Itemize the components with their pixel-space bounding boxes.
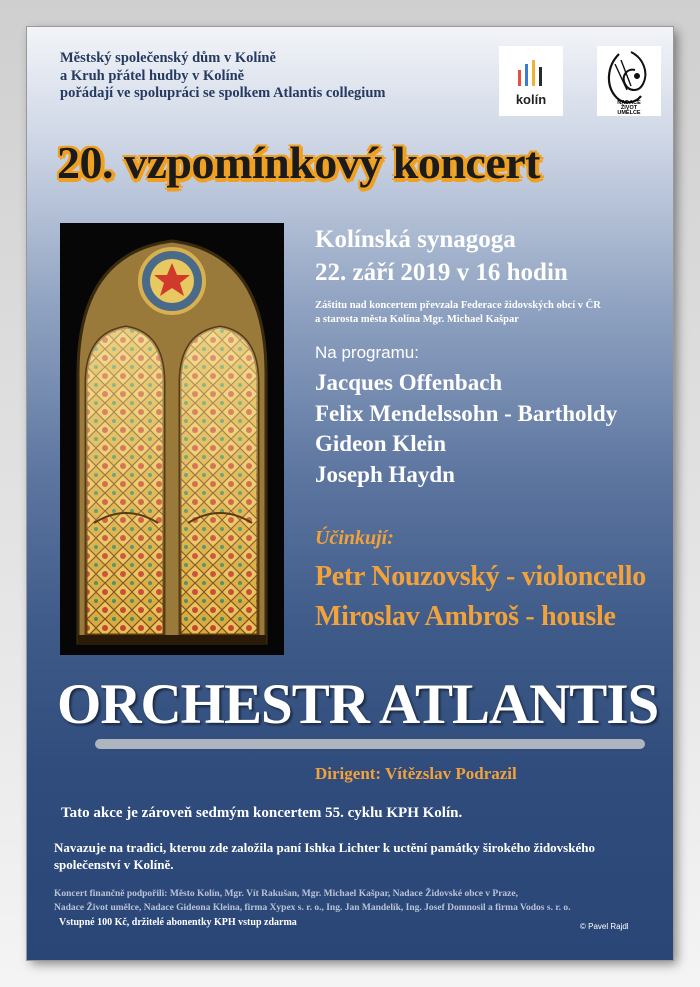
conductor: Dirigent: Vítězslav Podrazil	[315, 764, 517, 783]
performer-item: Miroslav Ambroš - housle	[315, 601, 616, 632]
svg-text:UMĚLCE: UMĚLCE	[617, 110, 641, 116]
sponsors-line-1: Koncert finančně podpořili: Město Kolín, Mgr. Vít Rakušan, Mgr. Michael Kašpar, Nadace Židovské obce v Praze,	[54, 889, 518, 899]
program-label: Na programu:	[315, 343, 419, 362]
svg-text:NADACE: NADACE	[617, 100, 641, 106]
organizer-line-1: Městský společenský dům v Kolíně	[60, 50, 276, 66]
composer-list	[315, 368, 617, 490]
composer-item: Jacques Offenbach	[315, 370, 503, 395]
kolin-bars-icon	[517, 60, 547, 86]
stained-glass-window-photo	[60, 223, 284, 655]
patronage-line-1: Záštitu nad koncertem převzala Federace židovských obcí v ČR	[315, 300, 601, 311]
composer-item: Gideon Klein	[315, 431, 446, 456]
concert-poster	[27, 27, 673, 960]
kolin-logo	[499, 46, 563, 116]
nadace-emblem-icon	[597, 46, 661, 116]
performer-list	[315, 557, 646, 637]
performer-item: Petr Nouzovský - violoncello	[315, 561, 646, 592]
venue-info	[315, 223, 568, 289]
nadace-zivot-umelce-logo	[597, 46, 661, 116]
performers-label: Účinkují:	[315, 527, 394, 549]
composer-item: Felix Mendelssohn - Bartholdy	[315, 400, 618, 426]
venue-datetime: 22. září 2019 v 16 hodin	[315, 259, 568, 286]
composer-item: Joseph Haydn	[315, 461, 455, 487]
photo-credit: © Pavel Rajdl	[580, 922, 629, 931]
ticket-price: Vstupné 100 Kč, držitelé abonentky KPH vstup zdarma	[59, 917, 297, 928]
svg-text:ŽIVOT: ŽIVOT	[620, 105, 638, 111]
organizer-line-3: pořádají ve spolupráci se spolkem Atlantis collegium	[60, 85, 386, 101]
sponsors-list	[54, 887, 673, 915]
organizers-header	[60, 50, 385, 103]
concert-title: 20. vzpomínkový koncert	[57, 137, 540, 188]
sponsors-line-2: Nadace Život umělce, Nadace Gideona Kleina, firma Xypex s. r. o., Ing. Jan Mandelík, Ing. Josef Domnosil a firma Vodos s. r. o.	[54, 903, 571, 913]
orchestra-reflection	[95, 739, 645, 749]
organizer-line-2: a Kruh přátel hudby v Kolíně	[60, 67, 245, 84]
venue-place: Kolínská synagoga	[315, 226, 516, 253]
patronage-line-2: a starosta města Kolína Mgr. Michael Kašpar	[315, 314, 519, 325]
cycle-info: Tato akce je zároveň sedmým koncertem 55. cyklu KPH Kolín.	[61, 805, 463, 821]
tradition-note: Navazuje na tradici, kterou zde založila paní Ishka Lichter k uctění památky širokého židovského společenství v Kolíně.	[54, 840, 595, 872]
kolin-logo-text: kolín	[515, 92, 547, 107]
orchestra-name: ORCHESTR ATLANTIS	[57, 673, 659, 736]
patronage-note	[315, 299, 601, 327]
